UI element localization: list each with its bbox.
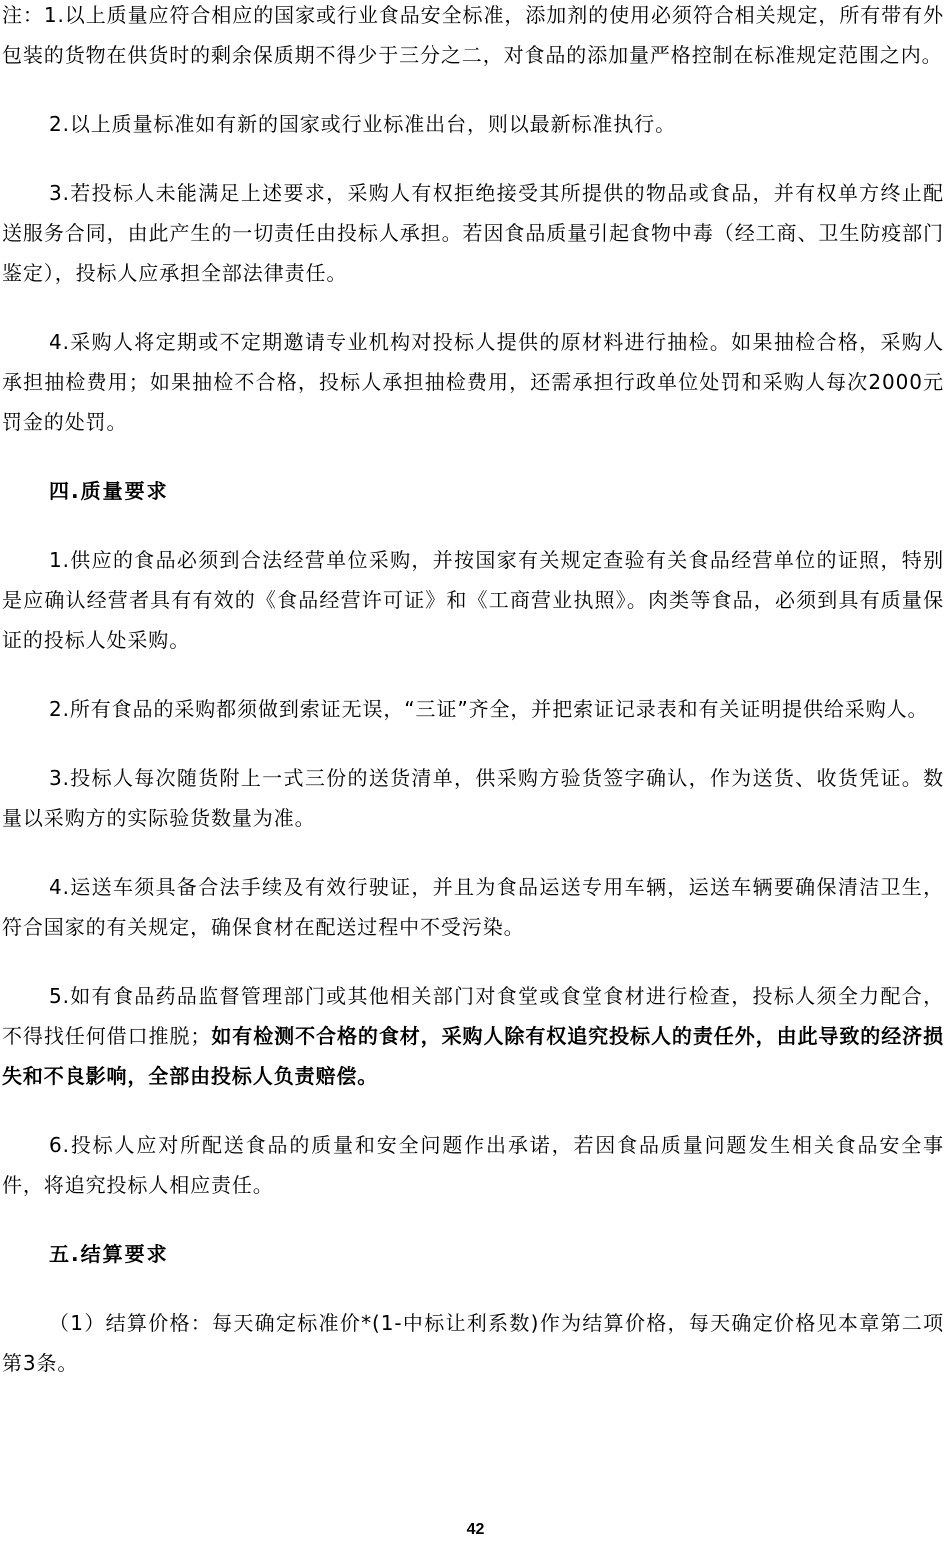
settlement-paragraph-1: （1）结算价格：每天确定标准价*(1-中标让利系数)作为结算价格，每天确定价格见本章第二项第3条。 <box>2 1311 944 1375</box>
note-paragraph-2: 2.以上质量标准如有新的国家或行业标准出台，则以最新标准执行。 <box>49 112 676 136</box>
quality-paragraph-2: 2.所有食品的采购都须做到索证无误，“三证”齐全，并把索证记录表和有关证明提供给采购人。 <box>49 697 929 721</box>
quality-paragraph-4: 4.运送车须具备合法手续及有效行驶证，并且为食品运送专用车辆，运送车辆要确保清洁卫生，符合国家的有关规定，确保食材在配送过程中不受污染。 <box>2 875 944 939</box>
quality-paragraph-5-normal: 5.如有食品药品监督管理部门或其他相关部门对食堂或食堂食材进行检查，投标人须全力配合，不得找任何借口推脱； <box>2 984 944 1048</box>
section-heading-quality: 四.质量要求 <box>49 479 169 503</box>
section-heading-settlement: 五.结算要求 <box>49 1242 169 1266</box>
quality-paragraph-1: 1.供应的食品必须到合法经营单位采购，并按国家有关规定查验有关食品经营单位的证照，特别是应确认经营者具有有效的《食品经营许可证》和《工商营业执照》。肉类等食品，必须到具有质量保证的投标人处采购。 <box>2 548 944 652</box>
note-paragraph-3: 3.若投标人未能满足上述要求，采购人有权拒绝接受其所提供的物品或食品，并有权单方终止配送服务合同，由此产生的一切责任由投标人承担。若因食品质量引起食物中毒（经工商、卫生防疫部门鉴定），投标人应承担全部法律责任。 <box>2 181 944 285</box>
quality-paragraph-5 <box>2 976 944 1096</box>
note-paragraph-1: 注：1.以上质量应符合相应的国家或行业食品安全标准，添加剂的使用必须符合相关规定，所有带有外包装的货物在供货时的剩余保质期不得少于三分之二，对食品的添加量严格控制在标准规定范围之内。 <box>2 3 944 67</box>
quality-paragraph-3: 3.投标人每次随货附上一式三份的送货清单，供采购方验货签字确认，作为送货、收货凭证。数量以采购方的实际验货数量为准。 <box>2 766 944 830</box>
page-number: 42 <box>466 1521 485 1538</box>
note-paragraph-4: 4.采购人将定期或不定期邀请专业机构对投标人提供的原材料进行抽检。如果抽检合格，采购人承担抽检费用；如果抽检不合格，投标人承担抽检费用，还需承担行政单位处罚和采购人每次2000元罚金的处罚。 <box>2 330 944 434</box>
quality-paragraph-6: 6.投标人应对所配送食品的质量和安全问题作出承诺，若因食品质量问题发生相关食品安全事件，将追究投标人相应责任。 <box>2 1133 944 1197</box>
document-body <box>2 0 944 1383</box>
quality-paragraph-5-bold: 如有检测不合格的食材，采购人除有权追究投标人的责任外，由此导致的经济损失和不良影响，全部由投标人负责赔偿。 <box>2 1024 945 1088</box>
